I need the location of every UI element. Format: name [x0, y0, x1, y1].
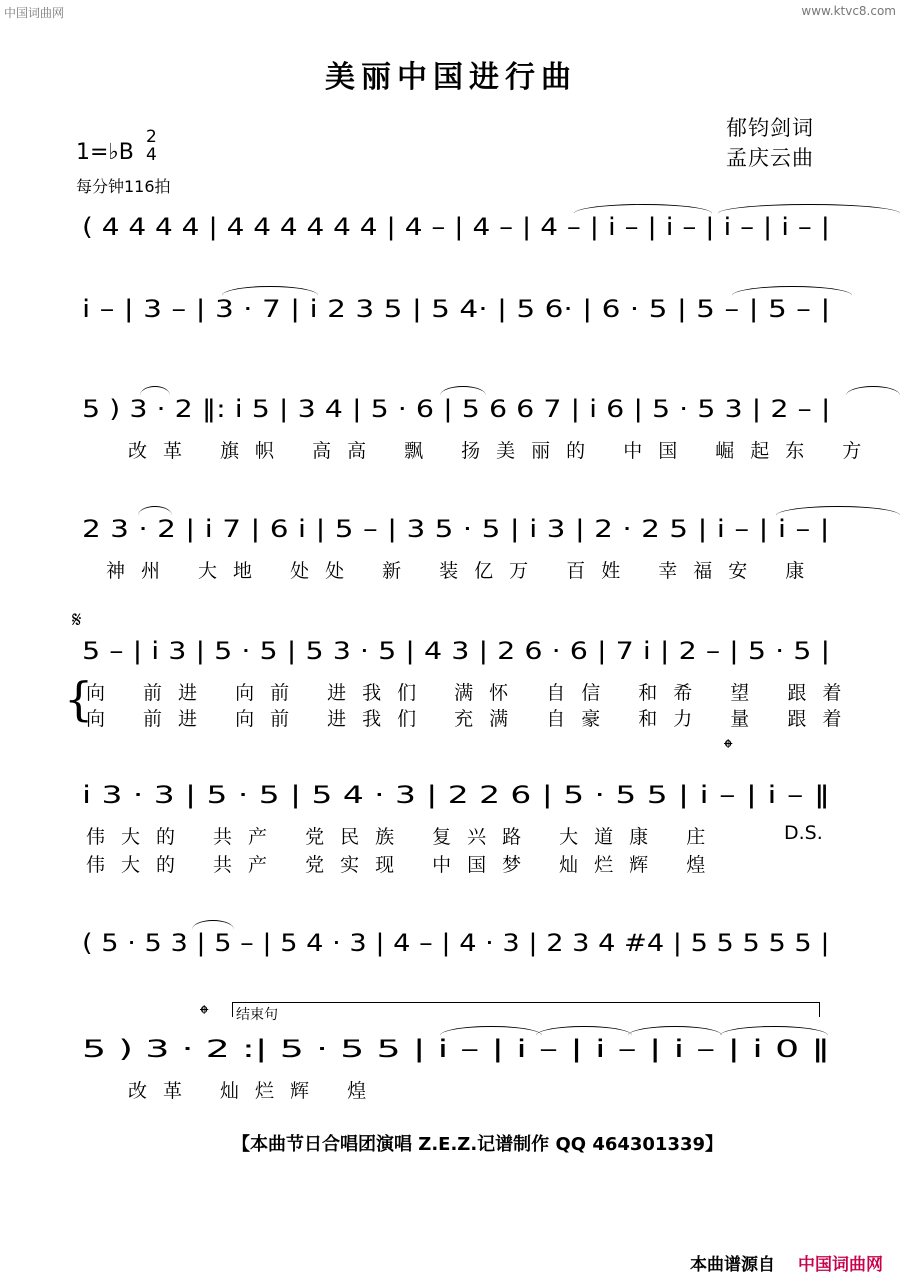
- source-site: 中国词曲网: [798, 1255, 883, 1275]
- tie-slur: [440, 1026, 542, 1045]
- coda-sign: 𝄌: [724, 734, 733, 762]
- notation-line: 2 3 · 2 | i 7 | 6 i | 5 – | 3 5 · 5 | i 3 | 2 · 2 5 | i – | i – |: [82, 515, 830, 543]
- tie-slur: [138, 506, 172, 525]
- tie-slur: [192, 920, 234, 939]
- tempo-marking: 每分钟116拍: [76, 177, 171, 196]
- score-system-5: [72, 634, 832, 684]
- tie-slur: [140, 386, 170, 405]
- tie-slur: [720, 1026, 828, 1045]
- score-system-1: [72, 210, 832, 260]
- lyrics-verse-chorus-1: 向 前进 向前 进我们 满怀 自信 和希 望 跟着: [86, 682, 858, 704]
- score-system-3: [72, 392, 832, 442]
- song-title: 美丽中国进行曲: [325, 60, 577, 95]
- coda-sign-2: 𝄌: [200, 1000, 209, 1028]
- tie-slur: [718, 204, 900, 223]
- score-system-4: [72, 512, 832, 562]
- lyrics-verse-1b: 神州 大地 处处 新 装亿万 百姓 幸福安 康: [106, 560, 821, 582]
- time-signature: 2 4: [146, 127, 157, 165]
- notation-line: 5 ) 3 · 2 :| 5 · 5 5 | i – | i – | i – | i – | i 0 ‖: [82, 1035, 831, 1063]
- score-system-2: [72, 292, 832, 342]
- tie-slur: [574, 204, 712, 223]
- tie-slur: [222, 286, 318, 305]
- tie-slur: [628, 1026, 722, 1045]
- notation-line: i 3 · 3 | 5 · 5 | 5 4 · 3 | 2 2 6 | 5 · 5 5 | i – | i – ‖: [82, 781, 831, 809]
- segno-sign: 𝄋: [72, 608, 82, 633]
- lyricist: 郁钧剑词: [726, 116, 814, 140]
- notation-line: 5 ) 3 · 2 ‖: i 5 | 3 4 | 5 · 6 | 5 6 6 7 | i 6 | 5 · 5 3 | 2 – |: [82, 395, 831, 423]
- notation-line: ( 5 · 5 3 | 5 – | 5 4 · 3 | 4 – | 4 · 3 | 2 3 4 #4 | 5 5 5 5 5 |: [82, 929, 830, 957]
- watermark-right: www.ktvc8.com: [801, 4, 896, 18]
- dal-segno-marking: D.S.: [784, 822, 823, 844]
- tie-slur: [732, 286, 852, 305]
- ending-label: 结束句: [236, 1007, 278, 1023]
- lyrics-verse-1a: 改革 旗帜 高高 飘 扬美丽的 中国 崛起东 方: [128, 440, 878, 462]
- notation-line: 5 – | i 3 | 5 · 5 | 5 3 · 5 | 4 3 | 2 6 · 6 | 7 i | 2 – | 5 · 5 |: [82, 637, 831, 665]
- lyrics-verse-chorus-2: 向 前进 向前 进我们 充满 自豪 和力 量 跟着: [86, 708, 858, 730]
- composer: 孟庆云曲: [726, 146, 814, 170]
- source-prefix: 本曲谱源自: [690, 1255, 775, 1275]
- lyrics-chorus-2b: 伟大的 共产 党实现 中国梦 灿烂辉 煌: [86, 854, 722, 876]
- notation-line: ( 4 4 4 4 | 4 4 4 4 4 4 | 4 – | 4 – | 4 – | i – | i – | i – | i – |: [82, 213, 831, 241]
- watermark-left: 中国词曲网: [4, 6, 65, 20]
- tie-slur: [536, 1026, 632, 1045]
- lyrics-ending: 改革 灿烂辉 煌: [128, 1080, 383, 1102]
- notation-line: i – | 3 – | 3 · 7 | i 2 3 5 | 5 4· | 5 6· | 6 · 5 | 5 – | 5 – |: [82, 295, 831, 323]
- verse-brace: {: [64, 672, 94, 726]
- tie-slur: [440, 386, 486, 405]
- ending-bracket: [232, 1002, 820, 1017]
- score-system-7: [72, 926, 832, 976]
- key-signature: 1=♭B: [76, 140, 134, 165]
- credits-footer: 【本曲节日合唱团演唱 Z.E.Z.记谱制作 QQ 464301339】: [232, 1134, 724, 1155]
- tie-slur: [776, 506, 900, 525]
- lyrics-chorus-2a: 伟大的 共产 党民族 复兴路 大道康 庄: [86, 826, 722, 848]
- score-system-8: [72, 1032, 832, 1082]
- tie-slur: [846, 386, 900, 405]
- score-system-6: [72, 778, 832, 828]
